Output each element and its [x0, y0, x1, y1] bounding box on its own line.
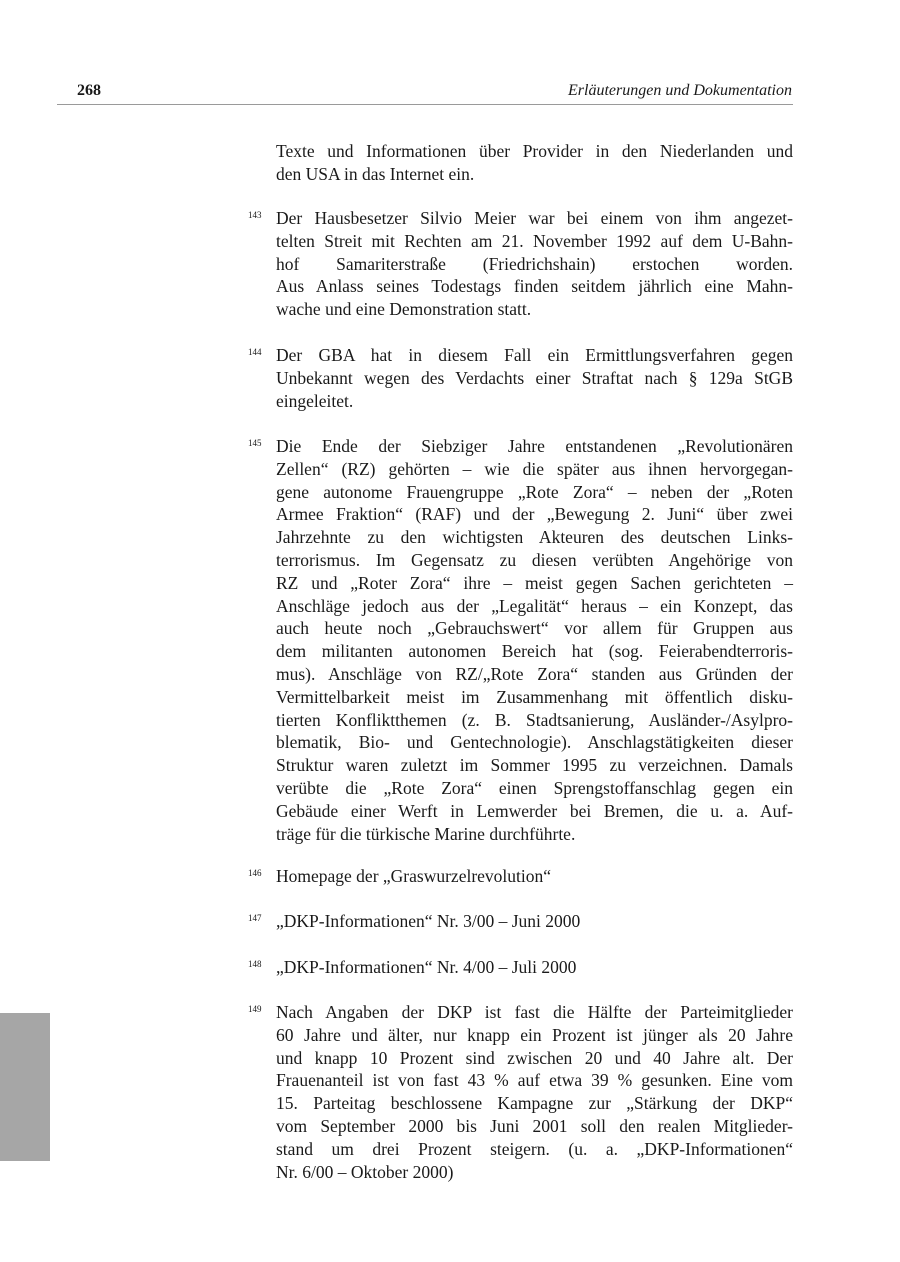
footnote-145 — [248, 435, 793, 845]
text-line: wache und eine Demonstration statt. — [276, 299, 532, 320]
text-line: „DKP-Informationen“ Nr. 3/00 – Juni 2000 — [276, 911, 581, 931]
footnote-number: 144 — [248, 347, 262, 357]
text-line: Der GBA hat in diesem Fall ein Ermittlungsverfahren gegen — [276, 345, 793, 365]
text-line: Zellen“ (RZ) gehörten – wie die später aus ihnen hervorgegan- — [276, 458, 793, 479]
header-rule — [57, 104, 793, 105]
text-line: verübte die „Rote Zora“ einen Sprengstoffanschlag gegen ein — [276, 777, 793, 798]
text-line: Texte und Informationen über Provider in den Niederlanden und — [276, 141, 793, 161]
text-line: eingeleitet. — [276, 390, 354, 411]
text-line: auch heute noch „Gebrauchswert“ vor allem für Gruppen aus — [276, 618, 793, 639]
text-line: vom September 2000 bis Juni 2001 soll den realen Mitglieder- — [276, 1115, 793, 1136]
text-line: Aus Anlass seines Todestags finden seitdem jährlich eine Mahn- — [276, 276, 793, 297]
text-line: dem militanten autonomen Bereich hat (sog. Feierabendterroris- — [276, 641, 793, 662]
text-line: mus). Anschläge von RZ/„Rote Zora“ standen aus Gründen der — [276, 663, 793, 684]
text-line: blematik, Bio- und Gentechnologie). Anschlagstätigkeiten dieser — [276, 732, 793, 753]
footnote-number: 145 — [248, 438, 262, 448]
text-line: träge für die türkische Marine durchführte. — [276, 823, 576, 844]
continuation-paragraph — [276, 140, 793, 186]
text-line: Vermittelbarkeit meist im Zusammenhang mit öffentlich disku- — [276, 686, 793, 707]
page-number: 268 — [77, 82, 101, 99]
text-line: Nr. 6/00 – Oktober 2000) — [276, 1161, 454, 1182]
text-line: Jahrzehnte zu den wichtigsten Akteuren des deutschen Links- — [276, 527, 793, 548]
text-line: tierten Konfliktthemen (z. B. Stadtsanierung, Ausländer-/Asylpro- — [276, 709, 793, 730]
footnote-148 — [248, 956, 793, 979]
footnote-number: 146 — [248, 868, 262, 878]
footnote-144 — [248, 344, 793, 412]
text-line: Gebäude einer Werft in Lemwerder bei Bremen, die u. a. Auf- — [276, 800, 793, 821]
text-line: Armee Fraktion“ (RAF) und der „Bewegung 2. Juni“ über zwei — [276, 504, 793, 525]
text-line: und knapp 10 Prozent sind zwischen 20 und 40 Jahre alt. Der — [276, 1047, 793, 1068]
text-line: Der Hausbesetzer Silvio Meier war bei einem von ihm angezet- — [276, 208, 793, 228]
footnote-number: 143 — [248, 210, 262, 220]
text-line: Anschläge jedoch aus der „Legalität“ heraus – ein Konzept, das — [276, 595, 793, 616]
text-line: Die Ende der Siebziger Jahre entstandenen „Revolutionären — [276, 436, 793, 456]
text-line: gene autonome Frauengruppe „Rote Zora“ – neben der „Roten — [276, 481, 793, 502]
text-line: 60 Jahre und älter, nur knapp ein Prozent ist jünger als 20 Jahre — [276, 1024, 793, 1045]
text-line: RZ und „Roter Zora“ ihre – meist gegen Sachen gerichteten – — [276, 572, 793, 593]
footnote-number: 148 — [248, 959, 262, 969]
text-line: „DKP-Informationen“ Nr. 4/00 – Juli 2000 — [276, 957, 577, 977]
text-line: Nach Angaben der DKP ist fast die Hälfte der Parteimitglieder — [276, 1002, 793, 1022]
text-line: stand um drei Prozent steigern. (u. a. „DKP-Informationen“ — [276, 1138, 793, 1159]
text-line: Frauenanteil ist von fast 43 % auf etwa 39 % gesunken. Eine vom — [276, 1070, 793, 1091]
footnote-149 — [248, 1001, 793, 1183]
footnote-number: 147 — [248, 913, 262, 923]
thumb-index-tab — [0, 1013, 50, 1161]
text-line: 15. Parteitag beschlossene Kampagne zur „Stärkung der DKP“ — [276, 1093, 793, 1114]
text-line: Struktur waren zuletzt im Sommer 1995 zu verzeichnen. Damals — [276, 755, 793, 776]
text-line: Unbekannt wegen des Verdachts einer Straftat nach § 129a StGB — [276, 367, 793, 388]
text-line: Homepage der „Graswurzelrevolution“ — [276, 866, 552, 886]
footnote-143 — [248, 207, 793, 321]
footnote-147 — [248, 910, 793, 933]
text-line: hof Samariterstraße (Friedrichshain) erstochen worden. — [276, 253, 793, 274]
text-line: den USA in das Internet ein. — [276, 163, 475, 184]
footnote-number: 149 — [248, 1004, 262, 1014]
text-line: terrorismus. Im Gegensatz zu diesen verübten Angehörige von — [276, 549, 793, 570]
running-title: Erläuterungen und Dokumentation — [568, 82, 792, 99]
footnote-146 — [248, 865, 793, 888]
text-line: telten Streit mit Rechten am 21. November 1992 auf dem U-Bahn- — [276, 230, 793, 251]
